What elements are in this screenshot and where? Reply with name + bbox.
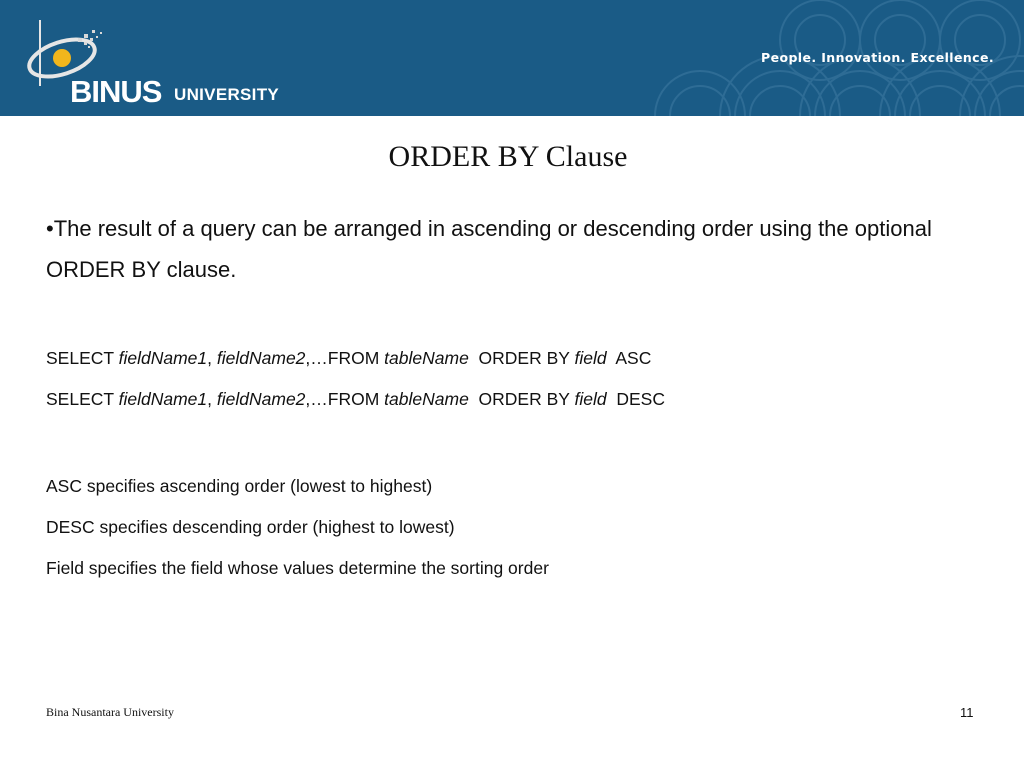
logo-suffix-text: UNIVERSITY [174, 85, 280, 104]
placeholder-field1: fieldName1 [118, 389, 208, 409]
page-number: 11 [960, 705, 974, 720]
slide-body [46, 208, 946, 589]
syntax-line-desc [46, 379, 946, 420]
note-desc: DESC specifies descending order (highest to lowest) [46, 517, 455, 537]
notes-list [46, 466, 946, 589]
keyword-order-by: ORDER BY [468, 389, 575, 409]
placeholder-field2: fieldName2 [216, 389, 306, 409]
logo-brand-text: BINUS [70, 74, 162, 109]
placeholder-field: field [574, 348, 607, 368]
keyword-from: ,…FROM [305, 348, 385, 368]
keyword-from: ,…FROM [305, 389, 385, 409]
keyword-direction: DESC [606, 389, 665, 409]
keyword-order-by: ORDER BY [468, 348, 575, 368]
slide-title: ORDER BY Clause [388, 140, 628, 173]
placeholder-field2: fieldName2 [216, 348, 306, 368]
binus-logo [20, 18, 300, 108]
placeholder-table: tableName [384, 348, 469, 368]
footer-organization: Bina Nusantara University [46, 705, 174, 719]
note-asc: ASC specifies ascending order (lowest to highest) [46, 476, 433, 496]
keyword-direction: ASC [606, 348, 652, 368]
keyword-select: SELECT [46, 348, 119, 368]
tagline: People. Innovation. Excellence. [761, 50, 994, 65]
separator: , [207, 389, 217, 409]
separator: , [207, 348, 217, 368]
bullet-paragraph: •The result of a query can be arranged in ascending or descending order using the optional ORDER BY clause. [46, 216, 932, 282]
syntax-line-asc [46, 338, 946, 379]
syntax-examples [46, 338, 946, 420]
slide-header-band [0, 0, 1024, 116]
placeholder-field: field [574, 389, 607, 409]
note-field: Field specifies the field whose values determine the sorting order [46, 558, 549, 578]
placeholder-field1: fieldName1 [118, 348, 208, 368]
keyword-select: SELECT [46, 389, 119, 409]
placeholder-table: tableName [384, 389, 469, 409]
